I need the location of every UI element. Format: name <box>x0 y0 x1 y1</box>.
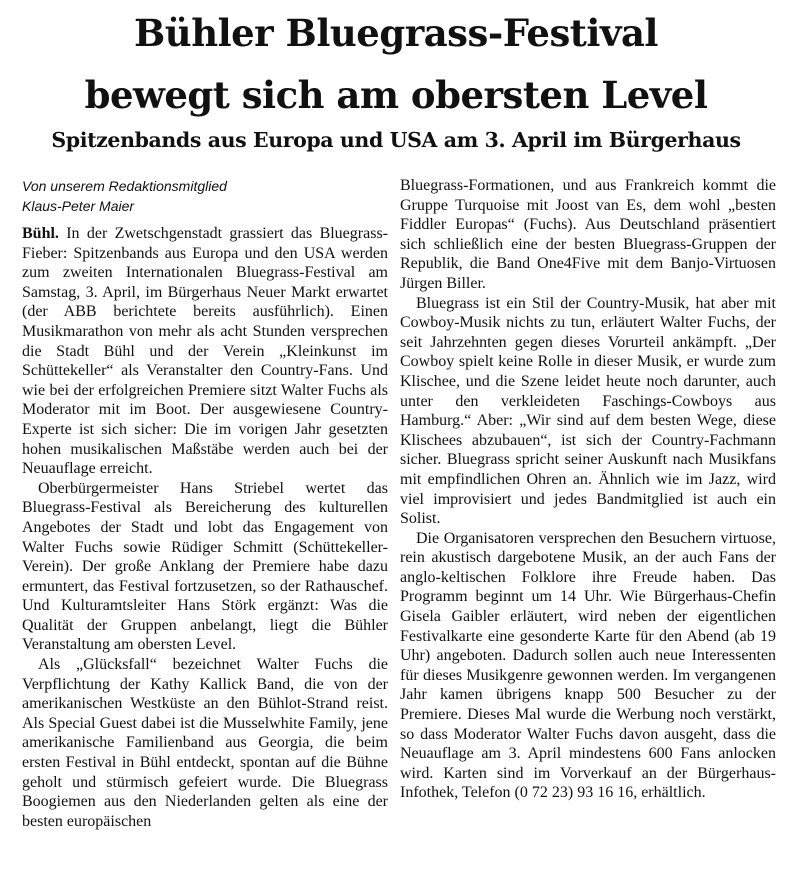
subheadline: Spitzenbands aus Europa und USA am 3. April im Bürgerhaus <box>51 128 741 152</box>
paragraph-right-1: Bluegrass-Formationen, und aus Frankreich kommt die Gruppe Turquoise mit Joost van Es, dem wohl „besten Fiddler Europas“ (Fuchs). Aus Deutschland präsentiert sich schließlich eine der besten Bluegrass-Gruppen der Republik, die Band One4Five mit dem Banjo-Virtuosen Jürgen Biller. <box>400 177 776 292</box>
paragraph-right-2: Bluegrass ist ein Stil der Country-Musik, hat aber mit Cowboy-Musik nichts zu tun, erläutert Walter Fuchs, der seit Jahrzehnten gegen dieses Vorurteil ankämpft. „Der Cowboy spielt keine Rolle in dieser Musik, er wurde zum Klischee, und die Szene leidet heute noch darunter, auch unter den verkleideten Faschings-Cowboys aus Hamburg.“ Aber: „Wir sind auf dem besten Wege, diese Klischees abzubauen“, ist sich der Country-Fachmann sicher. Bluegrass spricht seiner Auskunft nach Musikfans mit empfindlichen Ohren an. Ähnlich wie im Jazz, wird viel improvisiert und jedes Bandmitglied ist auch ein Solist. <box>400 294 776 528</box>
byline-author: Klaus-Peter Maier <box>22 198 135 214</box>
article-column-left <box>22 176 388 831</box>
paragraph-left-1 <box>22 224 388 479</box>
headline-line-1: Bühler Bluegrass-Festival <box>134 11 658 55</box>
paragraph-left-1-text: In der Zwetschgenstadt grassiert das Bluegrass-Fieber: Spitzenbands aus Europa und den USA werden zum zweiten Internationalen Bluegrass-Festival am Samstag, 3. April, im Bürgerhaus Neuer Markt erwartet (der ABB berichtete bereits ausführlich). Einen Musikmarathon von mehr als acht Stunden versprechen die Stadt Bühl und der Verein „Kleinkunst im Schüttekeller“ als Veranstalter den Country-Fans. Und wie bei der erfolgreichen Premiere sitzt Walter Fuchs als Moderator mit im Boot. Der ausgewiesene Country-Experte ist sich sicher: Die im vorigen Jahr gesetzten hohen musikalischen Maßstäbe werden auch bei der Neuauflage erreicht. <box>22 225 388 478</box>
article-column-right <box>400 176 776 803</box>
dateline: Bühl. <box>22 225 59 242</box>
byline <box>22 176 388 216</box>
byline-line-1: Von unserem Redaktionsmitglied <box>22 178 227 194</box>
headline-line-2: bewegt sich am obersten Level <box>84 73 708 117</box>
paragraph-right-3: Die Organisatoren versprechen den Besuchern virtuose, rein akustisch dargebotene Musik, an der auch Fans der anglo-keltischen Folklore ihre Freude haben. Das Programm beginnt um 14 Uhr. Wie Bürgerhaus-Chefin Gisela Gaibler erläutert, wird neben der eigentlichen Festivalkarte eine gesonderte Karte für den Abend (ab 19 Uhr) angeboten. Dadurch sollen auch neue Interessenten für dieses Musikgenre gewonnen werden. Im vergangenen Jahr kamen übrigens knapp 500 Besucher zu der Premiere. Dieses Mal wurde die Werbung noch verstärkt, so dass Moderator Walter Fuchs davon ausgeht, dass die Neuauflage am 3. April mindestens 600 Fans anlocken wird. Karten sind im Vorverkauf an der Bürgerhaus-Infothek, Telefon (0 72 23) 93 16 16, erhältlich. <box>400 529 776 802</box>
paragraph-left-2: Oberbürgermeister Hans Striebel wertet das Bluegrass-Festival als Bereicherung des kulturellen Angebotes der Stadt und lobt das Engagement von Walter Fuchs sowie Rüdiger Schmitt (Schüttekeller-Verein). Der große Anklang der Premiere habe dazu ermuntert, das Festival fortzusetzen, so der Rathauschef. Und Kulturamtsleiter Hans Störk ergänzt: Was die Qualität der Gruppen anbelangt, liegt die Bühler Veranstaltung am obersten Level. <box>22 479 388 654</box>
paragraph-left-3: Als „Glücksfall“ bezeichnet Walter Fuchs die Verpflichtung der Kathy Kallick Band, die von der amerikanischen Westküste an den Bühlot-Strand reist. Als Special Guest dabei ist die Musselwhite Family, jene amerikanische Familienband aus Georgia, die beim ersten Festival in Bühl entdeckt, spontan auf die Bühne geholt und stürmisch gefeiert wurde. Die Bluegrass Boogiemen aus den Niederlanden gelten als eine der besten europäischen <box>22 656 388 830</box>
